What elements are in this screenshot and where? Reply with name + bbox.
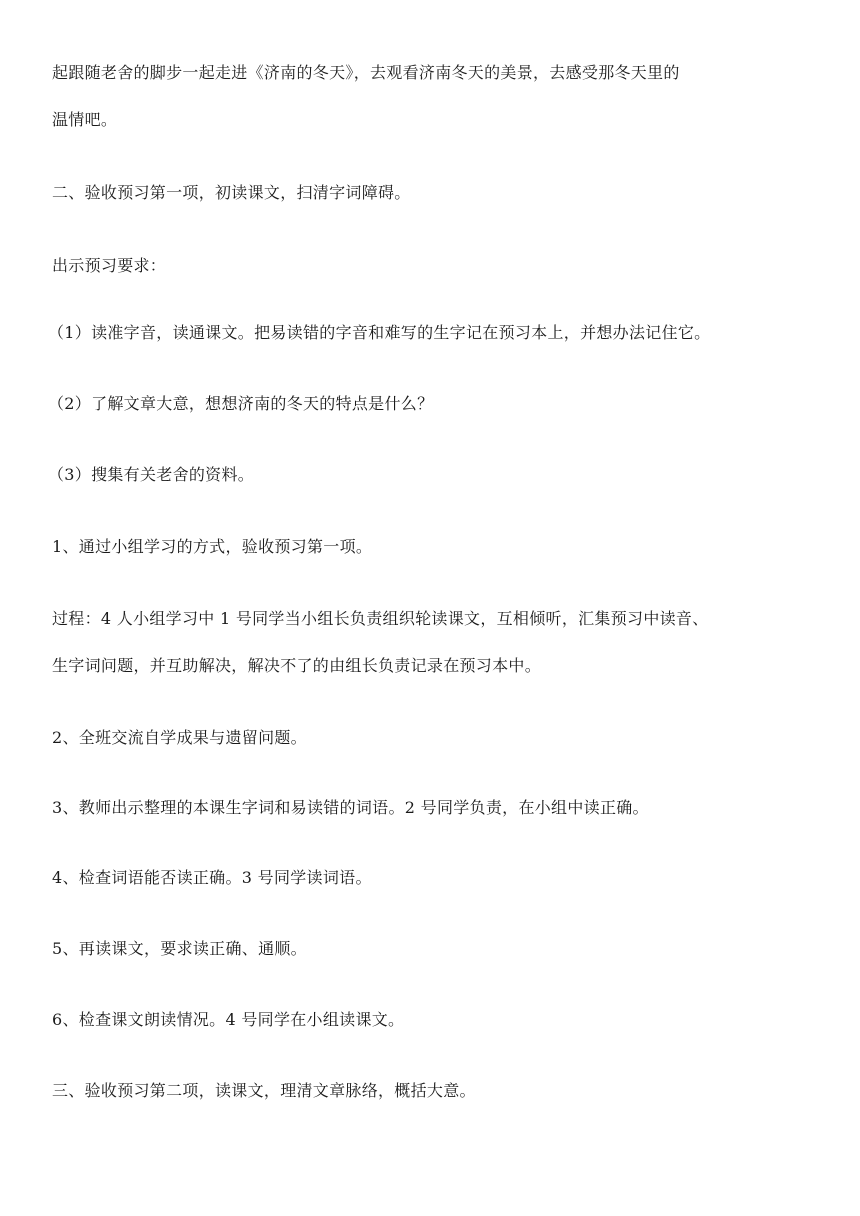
process-line-2: 生字词问题，并互助解决，解决不了的由组长负责记录在预习本中。 [52,656,542,675]
paragraph-intro-line-1: 起跟随老舍的脚步一起走进《济南的冬天》，去观看济南冬天的美景，去感受那冬天里的 [52,63,680,82]
requirement-item-3: （3）搜集有关老舍的资料。 [48,465,255,484]
step-3: 3、教师出示整理的本课生字词和易读错的词语。2 号同学负责，在小组中读正确。 [52,798,649,817]
step-1: 1、通过小组学习的方式，验收预习第一项。 [52,537,373,556]
preview-requirements-label: 出示预习要求： [52,256,167,275]
requirement-item-2: （2）了解文章大意，想想济南的冬天的特点是什么？ [48,394,434,413]
section-heading-2: 二、验收预习第一项，初读课文，扫清字词障碍。 [52,183,411,202]
process-line-1: 过程：4 人小组学习中 1 号同学当小组长负责组织轮读课文，互相倾听，汇集预习中读音、 [52,609,709,628]
step-2: 2、全班交流自学成果与遗留问题。 [52,728,307,747]
step-5: 5、再读课文，要求读正确、通顺。 [52,939,307,958]
step-6: 6、检查课文朗读情况。4 号同学在小组读课文。 [52,1010,405,1029]
requirement-item-1: （1）读准字音，读通课文。把易读错的字音和难写的生字记在预习本上，并想办法记住它。 [48,323,711,342]
paragraph-intro-line-2: 温情吧。 [52,110,118,129]
section-heading-3: 三、验收预习第二项，读课文，理清文章脉络，概括大意。 [52,1081,476,1100]
step-4: 4、检查词语能否读正确。3 号同学读词语。 [52,868,372,887]
